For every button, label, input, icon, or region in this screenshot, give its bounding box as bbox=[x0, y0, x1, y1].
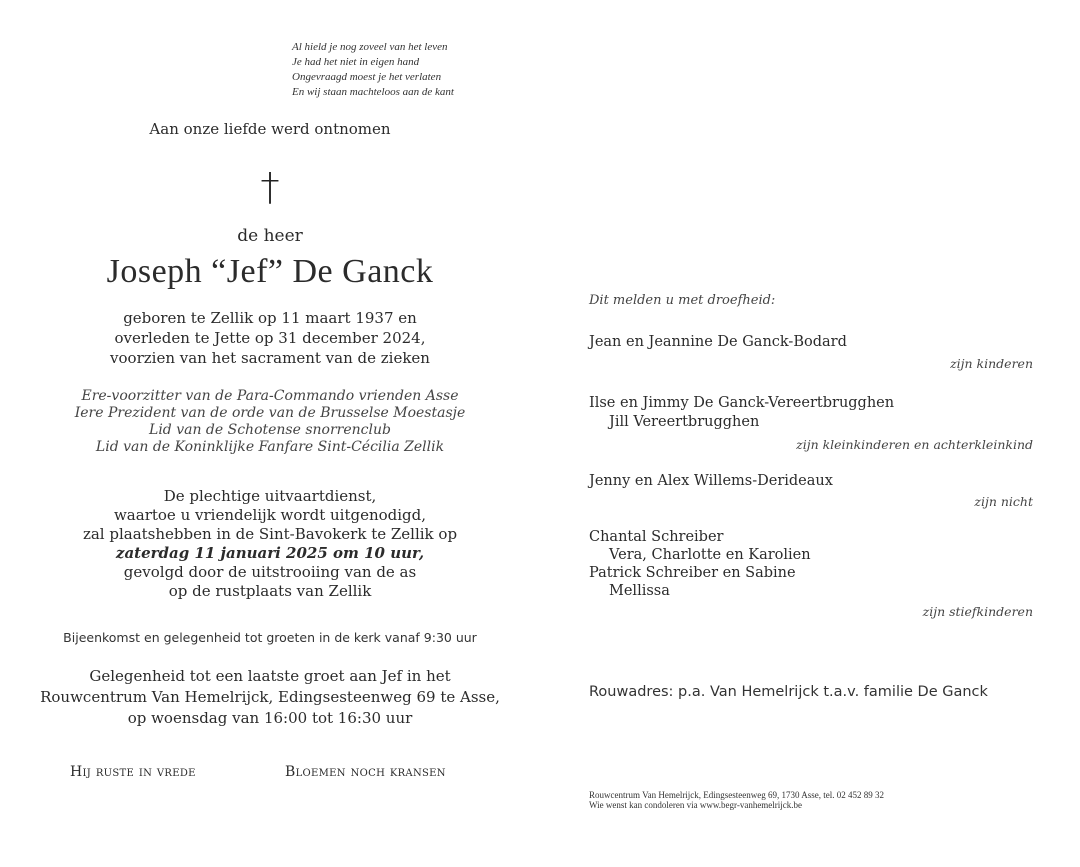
title-line: Iere Prezident van de orde van de Brusselse Moestasje bbox=[74, 405, 466, 421]
funeral-service bbox=[40, 487, 500, 601]
family-member: Chantal Schreiber bbox=[589, 529, 724, 545]
greeting-line: Gelegenheid tot een laatste groet aan Jef in het bbox=[89, 667, 451, 685]
poem-line: Al hield je nog zoveel van het leven bbox=[292, 41, 448, 53]
cross-icon: † bbox=[260, 165, 280, 209]
poem-line: Ongevraagd moest je het verlaten bbox=[292, 71, 442, 83]
intro-text: Aan onze liefde werd ontnomen bbox=[149, 120, 391, 138]
title-line: Lid van de Schotense snorrenclub bbox=[149, 422, 391, 438]
family-relation: zijn stiefkinderen bbox=[922, 604, 1033, 619]
family-relation: zijn kleinkinderen en achterkleinkind bbox=[796, 437, 1033, 452]
service-line: zal plaatshebben in de Sint-Bavokerk te Zellik op bbox=[82, 525, 458, 543]
service-line: waartoe u vriendelijk wordt uitgenodigd, bbox=[113, 506, 427, 524]
footer-line: Wie wenst kan condoleren via www.begr-vanhemelrijck.be bbox=[589, 800, 803, 810]
family-member: Vera, Charlotte en Karolien bbox=[609, 547, 811, 563]
service-line: De plechtige uitvaartdienst, bbox=[163, 487, 377, 505]
title-line: Lid van de Koninklijke Fanfare Sint-Cécilia Zellik bbox=[95, 439, 445, 455]
poem bbox=[292, 40, 454, 100]
family-member: Mellissa bbox=[609, 583, 670, 599]
service-line: gevolgd door de uitstrooiing van de as bbox=[123, 563, 417, 581]
bio-line: overleden te Jette op 31 december 2024, bbox=[114, 329, 426, 347]
bio-line: geboren te Zellik op 11 maart 1937 en bbox=[123, 309, 417, 327]
service-line: op de rustplaats van Zellik bbox=[168, 582, 372, 600]
footer bbox=[589, 790, 884, 810]
greeting-line: op woensdag van 16:00 tot 16:30 uur bbox=[127, 709, 413, 727]
last-greeting bbox=[40, 666, 500, 729]
poem-line: Je had het niet in eigen hand bbox=[292, 56, 420, 68]
honorific: de heer bbox=[237, 226, 303, 246]
gathering-note: Bijeenkomst en gelegenheid tot groeten in de kerk vanaf 9:30 uur bbox=[63, 630, 477, 645]
mourning-address: Rouwadres: p.a. Van Hemelrijck t.a.v. familie De Ganck bbox=[589, 684, 988, 700]
family-relation: zijn kinderen bbox=[950, 356, 1033, 371]
honorary-titles bbox=[40, 388, 500, 456]
deceased-name: Joseph “Jef” De Ganck bbox=[106, 253, 434, 290]
family-member: Jean en Jeannine De Ganck-Bodard bbox=[589, 334, 847, 350]
family-member: Jill Vereertbrugghen bbox=[609, 414, 760, 430]
footer-line: Rouwcentrum Van Hemelrijck, Edingsesteenweg 69, 1730 Asse, tel. 02 452 89 32 bbox=[589, 790, 885, 800]
rest-in-peace: Hij ruste in vrede bbox=[70, 764, 196, 780]
family-member: Patrick Schreiber en Sabine bbox=[589, 565, 796, 581]
poem-line: En wij staan machteloos aan de kant bbox=[292, 86, 454, 98]
family-member: Ilse en Jimmy De Ganck-Vereertbrugghen bbox=[589, 395, 895, 411]
service-date: zaterdag 11 januari 2025 om 10 uur, bbox=[115, 544, 425, 562]
biography bbox=[40, 308, 500, 368]
family-member: Jenny en Alex Willems-Derideaux bbox=[589, 473, 833, 489]
title-line: Ere-voorzitter van de Para-Commando vrienden Asse bbox=[81, 388, 459, 404]
bio-line: voorzien van het sacrament van de zieken bbox=[110, 349, 430, 367]
no-flowers-note: Bloemen noch kransen bbox=[285, 764, 446, 780]
greeting-line: Rouwcentrum Van Hemelrijck, Edingsesteenweg 69 te Asse, bbox=[40, 688, 500, 706]
announcement-heading: Dit melden u met droefheid: bbox=[589, 293, 776, 308]
family-relation: zijn nicht bbox=[974, 494, 1033, 509]
